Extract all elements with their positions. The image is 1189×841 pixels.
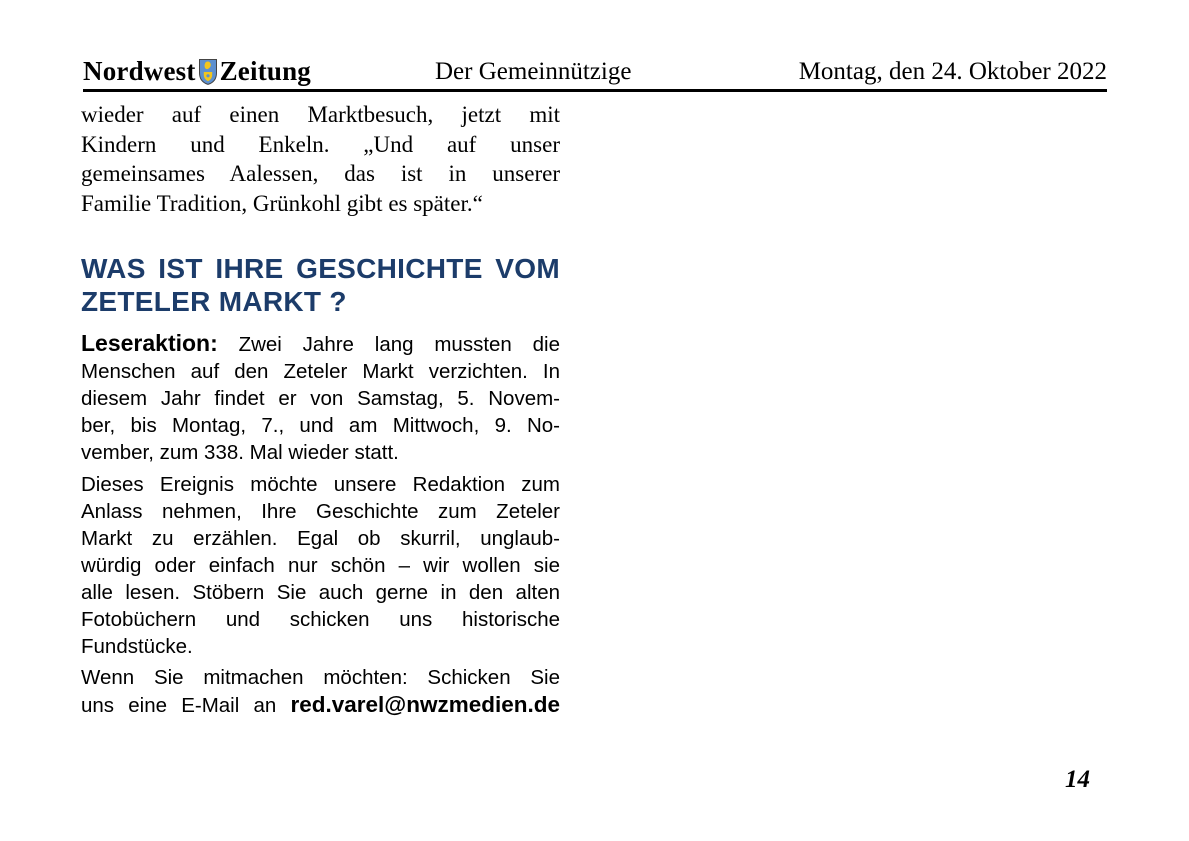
text-line	[81, 691, 560, 719]
text-line: Menschen auf den Zeteler Markt verzichten. In	[81, 360, 560, 383]
page-number: 14	[1065, 766, 1090, 793]
header-date: Montag, den 24. Oktober 2022	[798, 58, 1107, 85]
lead-in-label: Leseraktion:	[81, 330, 218, 356]
text-line: diesem Jahr findet er von Samstag, 5. Novem-	[81, 387, 560, 410]
intro-paragraph	[81, 100, 560, 218]
text-line: Fotobüchern und schicken uns historische	[81, 608, 560, 631]
section-headline	[81, 252, 560, 318]
text-line: vember, zum 338. Mal wieder statt.	[81, 441, 399, 464]
text-line: ZETELER MARKT ?	[81, 286, 347, 317]
text-segment: uns eine E-Mail an	[81, 694, 291, 717]
text-line: gemeinsames Aalessen, das ist in unserer	[81, 161, 560, 186]
text-segment: Zwei Jahre lang mussten die	[217, 333, 560, 356]
nwz-crest-icon	[199, 59, 217, 85]
text-line: Kindern und Enkeln. „Und auf unser	[81, 131, 560, 157]
text-line: Familie Tradition, Grünkohl gibt es später.“	[81, 190, 483, 216]
text-line: würdig oder einfach nur schön – wir wollen sie	[81, 554, 560, 577]
text-line: Anlass nehmen, Ihre Geschichte zum Zeteler	[81, 500, 560, 523]
text-line: wieder auf einen Marktbesuch, jetzt mit	[81, 102, 560, 127]
text-line: alle lesen. Stöbern Sie auch gerne in den alten	[81, 581, 560, 604]
brand-left-text: Nordwest	[83, 56, 196, 86]
text-line: Fundstücke.	[81, 635, 193, 658]
edition-title: Der Gemeinnützige	[435, 58, 632, 85]
paragraph-mitmachen	[81, 664, 560, 719]
brand-logo	[83, 56, 311, 87]
text-line: ber, bis Montag, 7., und am Mittwoch, 9. No-	[81, 414, 560, 437]
text-line: WAS IST IHRE GESCHICHTE VOM	[81, 253, 560, 284]
page-header	[83, 54, 1107, 90]
email-address: red.varel@nwzmedien.de	[290, 692, 560, 717]
brand-right-text: Zeitung	[219, 56, 312, 86]
text-line: Markt zu erzählen. Egal ob skurril, unglaub-	[81, 527, 560, 550]
text-line: Wenn Sie mitmachen möchten: Schicken Sie	[81, 666, 560, 689]
text-line: Dieses Ereignis möchte unsere Redaktion zum	[81, 473, 560, 496]
article-column	[81, 100, 560, 719]
header-rule	[83, 89, 1107, 92]
paragraph-leseraktion	[81, 330, 560, 466]
text-line	[81, 330, 560, 358]
paragraph-dieses-ereignis	[81, 471, 560, 660]
